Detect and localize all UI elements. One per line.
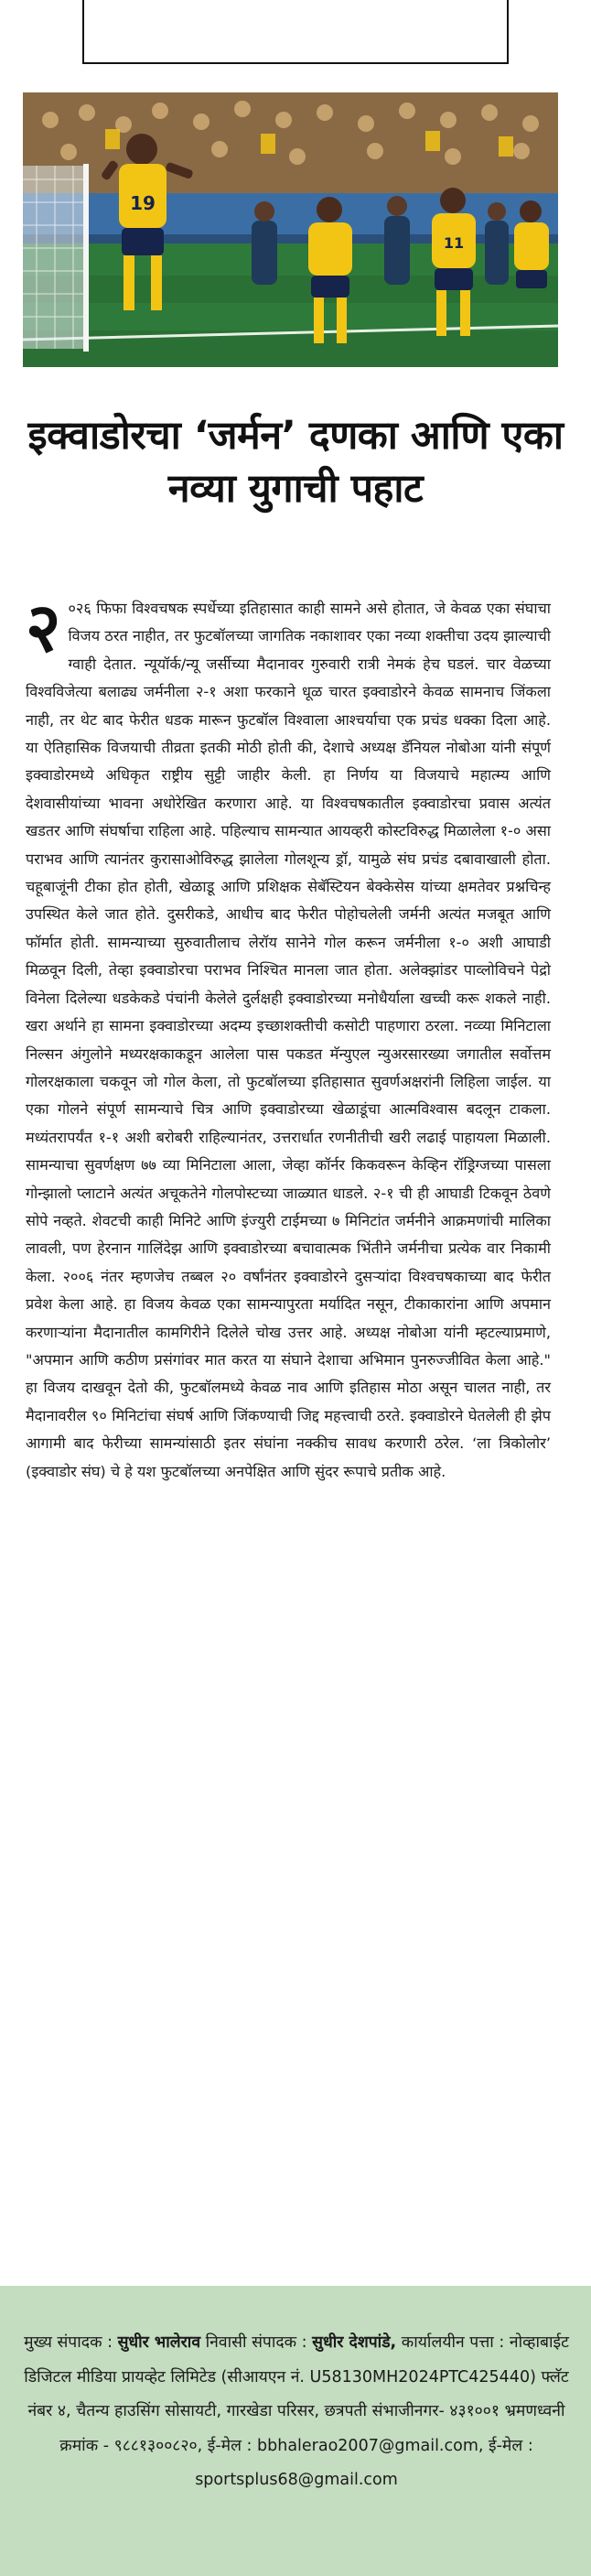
email-secondary: ई-मेल : sportsplus68@gmail.com — [195, 2436, 533, 2489]
footer-text — [20, 2326, 573, 2498]
publication-footer — [0, 2286, 591, 2576]
resident-editor-label: निवासी संपादक : — [205, 2333, 307, 2352]
football-players-celebrating-photo — [23, 92, 558, 367]
dropcap: २ — [26, 589, 61, 667]
headline: इक्वाडोरचा ‘जर्मन’ दणका आणि एका नव्या युगाची पहाट — [27, 412, 564, 512]
office-address: कार्यालयीन पत्ता : नोव्हाबाईट डिजिटल मीडिया प्रायव्हेट लिमिटेड (सीआयएन नं. U58130MH2024PTC425440) फ्लॅट नंबर ४, चैतन्य हाउसिंग सोसायटी, गारखेडा परिसर, छत्रपती संभाजीनगर- ४३१००१ — [24, 2333, 569, 2420]
masthead-tab — [82, 0, 509, 64]
editor-label: मुख्य संपादक : — [24, 2333, 113, 2352]
phone-number: भ्रमणध्वनी क्रमांक - ९८८१३००८२०, — [59, 2402, 565, 2455]
article-text: ०२६ फिफा विश्वचषक स्पर्धेच्या इतिहासात काही सामने असे होतात, जे केवळ एका संघाचा विजय ठरत नाहीत, तर फुटबॉलच्या जागतिक नकाशावर एका नव्या शक्तीचा उदय झाल्याची ग्वाही देतात. न्यूयॉर्क/न्यू जर्सीच्या मैदानावर गुरुवारी रात्री नेमकं हेच घडलं. चार वेळच्या विश्वविजेत्या बलाढ्य जर्मनीला २-१ अशा फरकाने धूळ चारत इक्वाडोरने केवळ सामनाच जिंकला नाही, तर थेट बाद फेरीत धडक मारून फुटबॉल विश्वाला आश्चर्याचा एक प्रचंड धक्का दिला आहे. या ऐतिहासिक विजयाची तीव्रता इतकी मोठी होती की, देशाचे अध्यक्ष डॅनियल नोबोआ यांनी संपूर्ण इक्वाडोरमध्ये अधिकृत राष्ट्रीय सुट्टी जाहीर केली. हा निर्णय या विजयाचे महात्म्य आणि देशवासीयांच्या भावना अधोरेखित करणारा आहे. या विश्वचषकातील इक्वाडोरचा प्रवास अत्यंत खडतर आणि संघर्षाचा राहिला आहे. पहिल्याच सामन्यात आयव्हरी कोस्टविरुद्ध मिळालेला १-० असा पराभव आणि त्यानंतर कुरासाओविरुद्ध झालेला गोलशून्य ड्रॉ, यामुळे संघ प्रचंड दबावाखाली होता. चहूबाजूंनी टीका होत होती, खेळाडू आणि प्रशिक्षक सेबॅस्टियन बेक्केसेस यांच्या क्षमतेवर प्रश्नचिन्ह उपस्थित केले जात होते. दुसरीकडे, आधीच बाद फेरीत पोहोचलेली जर्मनी अत्यंत मजबूत आणि फॉर्मात होती. सामन्याच्या सुरुवातीलाच लेरॉय सानेने गोल करून जर्मनीला १-० अशी आघाडी मिळवून दिली, तेव्हा इक्वाडोरचा पराभव निश्चित मानला जात होता. अलेक्झांडर पाव्लोविचने पेद्रो विनेला दिलेल्या धडकेकडे पंचांनी केलेले दुर्लक्षही इक्वाडोरच्या मनोधैर्याला खच्ची करू शकले नाही. खरा अर्थाने हा सामना इक्वाडोरच्या अदम्य इच्छाशक्तीची कसोटी पाहणारा ठरला. नव्व्या मिनिटाला निल्सन अंगुलोने मध्यरक्षकाकडून आलेला पास पकडत मॅन्युएल न्युअरसारख्या जगातील सर्वोत्तम गोलरक्षकाला चकवून जो गोल केला, तो फुटबॉलच्या इतिहासात सुवर्णअक्षरांनी लिहिला जाईल. या एका गोलने संपूर्ण सामन्याचे चित्र आणि इक्वाडोरच्या खेळाडूंचा आत्मविश्वास बदलून टाकला. मध्यंतरापर्यंत १-१ अशी बरोबरी राहिल्यानंतर, उत्तरार्धात रणनीतीची खरी लढाई पाहायला मिळाली. सामन्याचा सुवर्णक्षण ७७ व्या मिनिटाला आला, जेव्हा कॉर्नर किकवरून केव्हिन रॉड्रिग्जच्या पासला गोन्झालो प्लाटाने अत्यंत अचूकतेने गोलपोस्टच्या जाळ्यात धाडले. २-१ ची ही आघाडी टिकवून ठेवणे सोपे नव्हते. शेवटची काही मिनिटे आणि इंज्युरी टाईमच्या ७ मिनिटांत जर्मनीने आक्रमणांची मालिका लावली, पण हेरनान गालिंदेझ आणि इक्वाडोरच्या बचावात्मक भिंतीने जर्मनीचा प्रत्येक वार निकामी केला. २००६ नंतर म्हणजेच तब्बल २० वर्षांनंतर इक्वाडोरने दुसऱ्यांदा विश्वचषकाच्या बाद फेरीत प्रवेश केला आहे. हा विजय केवळ एका सामन्यापुरता मर्यादित नसून, टीकाकारांना आणि अपमान करणाऱ्यांना मैदानातील कामगिरीने दिलेले चोख उत्तर आहे. अध्यक्ष नोबोआ यांनी म्हटल्याप्रमाणे, "अपमान आणि कठीण प्रसंगांवर मात करत या संघाने देशाचा अभिमान पुनरुज्जीवित केला आहे." हा विजय दाखवून देतो की, फुटबॉलमध्ये केवळ नाव आणि इतिहास मोठा असून चालत नाही, तर मैदानावरील ९० मिनिटांचा संघर्ष आणि जिंकण्याची जिद्द महत्त्वाची ठरते. इक्वाडोरने घेतलेली ही झेप आगामी बाद फेरीच्या सामन्यांसाठी इतर संघांना नक्कीच सावध करणारी ठरेल. ‘ला त्रिकोलोर’ (इक्वाडोर संघ) चे हे यश फुटबॉलच्या अनपेक्षित आणि सुंदर रूपाचे प्रतीक आहे. — [26, 600, 552, 1480]
editor-name: सुधीर भालेराव — [117, 2333, 201, 2352]
resident-editor-name: सुधीर देशपांडे, — [312, 2333, 397, 2352]
svg-text:19: 19 — [130, 192, 156, 214]
email-primary: ई-मेल : bbhalerao2007@gmail.com, — [207, 2436, 484, 2455]
article-body — [26, 589, 552, 1486]
svg-text:11: 11 — [443, 234, 465, 252]
